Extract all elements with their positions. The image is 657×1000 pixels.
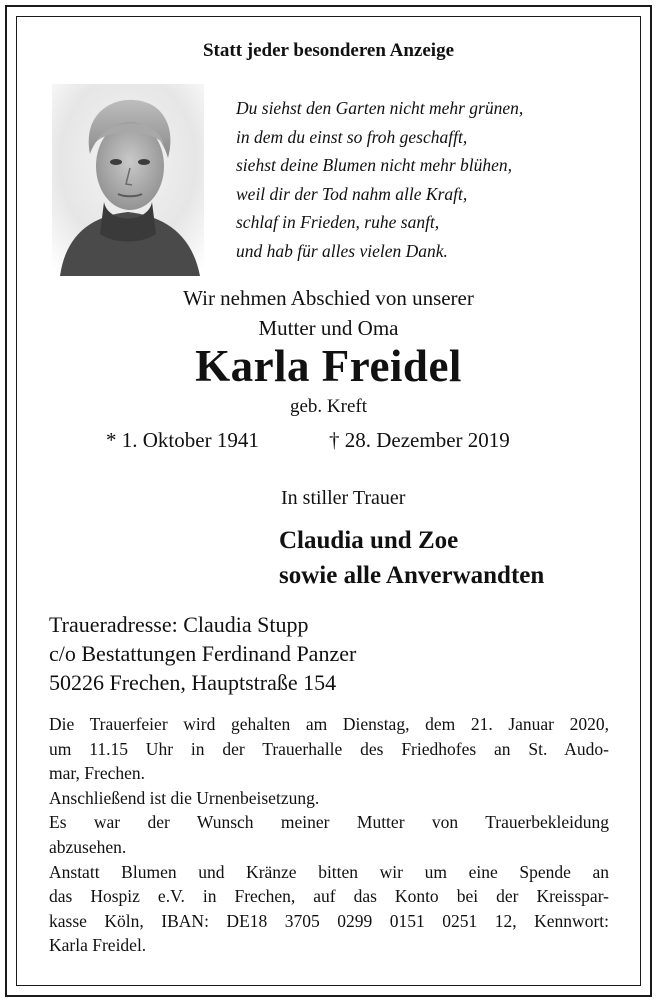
poem-line: schlaf in Frieden, ruhe sanft, (236, 212, 440, 232)
notice-line: Karla Freidel. (49, 935, 147, 956)
mourning-address (49, 610, 356, 697)
poem-line: und hab für alles vielen Dank. (236, 240, 448, 261)
poem-line: weil dir der Tod nahm alle Kraft, (236, 183, 468, 204)
notice-line: abzusehen. (49, 836, 127, 857)
birth-date: * 1. Oktober 1941 (106, 428, 259, 452)
poem (236, 94, 523, 265)
notice-line: Es war der Wunsch meiner Mutter von Trauerbekleidung (49, 812, 609, 833)
notice-line: Anstatt Blumen und Kränze bitten wir um eine Spende an (49, 861, 609, 882)
notice-line: Die Trauerfeier wird gehalten am Dienstag, dem 21. Januar 2020, (49, 714, 609, 734)
address-line: c/o Bestattungen Ferdinand Panzer (49, 641, 357, 666)
farewell-line: Mutter und Oma (258, 316, 399, 340)
header-title: Statt jeder besonderen Anzeige (202, 40, 455, 61)
mourners (279, 523, 544, 593)
poem-line: siehst deine Blumen nicht mehr blühen, (236, 155, 513, 175)
address-line: 50226 Frechen, Hauptstraße 154 (49, 670, 337, 695)
notice-line: Anschließend ist die Urnenbeisetzung. (49, 787, 320, 808)
portrait-image (52, 84, 204, 276)
notice-line: mar, Frechen. (49, 763, 145, 784)
mourning-label: In stiller Trauer (281, 487, 406, 509)
poem-line: in dem du einst so froh geschafft, (236, 126, 468, 147)
maiden-name: geb. Kreft (289, 396, 368, 417)
death-date: † 28. Dezember 2019 (329, 428, 510, 452)
address-line: Traueradresse: Claudia Stupp (49, 612, 309, 637)
mourners-line: sowie alle Anverwandten (279, 562, 545, 589)
notice-line: das Hospiz e.V. in Frechen, auf das Konto bei der Kreisspar- (49, 886, 609, 907)
notice-line: um 11.15 Uhr in der Trauerhalle des Friedhofes an St. Audo- (49, 738, 609, 759)
notice-line: kasse Köln, IBAN: DE18 3705 0299 0151 0251 12, Kennwort: (49, 910, 609, 931)
poem-line: Du siehst den Garten nicht mehr grünen, (236, 98, 524, 118)
mourners-line: Claudia und Zoe (279, 527, 459, 554)
deceased-name: Karla Freidel (195, 341, 462, 391)
portrait-photo (52, 84, 204, 276)
funeral-notice (49, 712, 609, 958)
farewell-line: Wir nehmen Abschied von unserer (183, 286, 474, 310)
farewell-text (0, 283, 657, 343)
